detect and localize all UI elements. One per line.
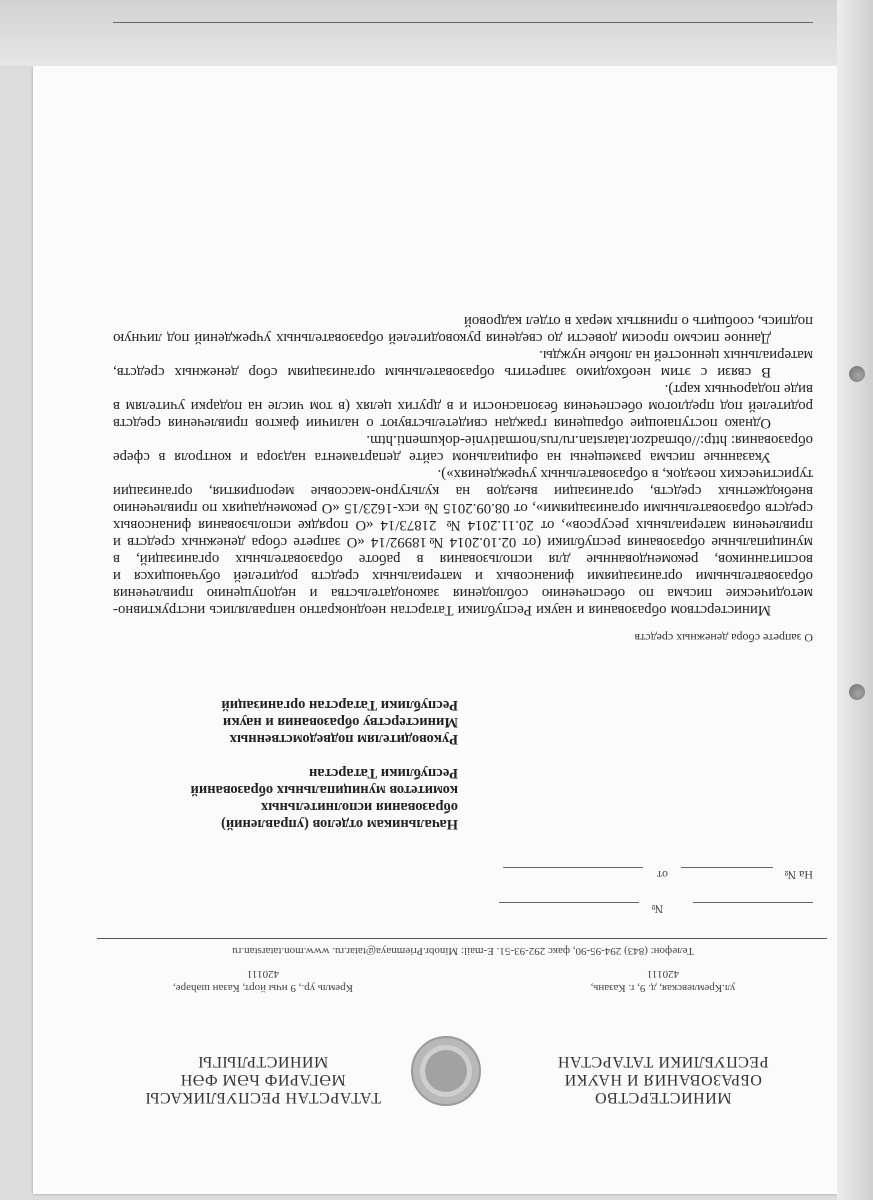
address-ru xyxy=(513,967,813,995)
address-line: Кремль ур., 9 нчы йорт, Казан шәһәре, xyxy=(172,982,354,994)
addressee-2 xyxy=(98,696,458,747)
body-paragraph: Данное письмо просим довести до сведения руководителей образовательных учреждений под личную подпись, сообщить о принятых мерах в отдел кадровой xyxy=(113,313,813,346)
addressee-line: Республики Татарстан xyxy=(309,765,458,781)
paper-bottom-edge xyxy=(0,0,873,66)
addressees-block xyxy=(98,679,458,832)
header-divider xyxy=(97,938,827,939)
contacts-line: Телефон: (843) 294-95-90, факс 292-93-51. E-mail: Minobr.Priemnaya@tatar.ru. www.mon.tatarstan.ru xyxy=(232,945,694,957)
letterhead-line: МИНИСТРЛЫГЫ xyxy=(197,1053,329,1070)
letter-body xyxy=(113,312,813,618)
letter-subject: О запрете сбора денежных средств xyxy=(634,631,813,645)
number-label: № xyxy=(651,902,663,916)
letterhead-ministry-ru xyxy=(513,1052,813,1106)
tatarstan-emblem-icon xyxy=(411,1036,481,1106)
reply-number-field xyxy=(681,867,773,868)
letterhead-line: РЕСПУБЛИКИ ТАТАРСТАН xyxy=(557,1053,769,1070)
body-paragraph: Министерством образования и науки Республики Татарстан неоднократно направлялись инструктивно-методические письма по обеспечению соблюдения законодательства и недопущению привлечения образовательными организациями финансовых и материальных средств родителей обучающихся и воспитанников, рекомендованные для использования в работе образовательных организаций, в муниципальные образования республики (от 02.10.2014 №18992/14 «О запрете сбора денежных средств и привлечения материальных ресурсов», от 20.11.2014 № 21873/14 «О порядке использования финансовых средств образовательными организациями», от 08.09.2015 № исх-1623/15 «О рекомендациях по привлечению внебюджетных средств, организации выездов на культурно-массовые мероприятия, организации туристических поездок, в образовательных учреждениях»). xyxy=(113,466,813,618)
body-paragraph: Однако поступающие обращения граждан свидетельствуют о наличии фактов привлечения средств родителей под предлогом обеспечения безопасности и в других целях (в том числе на подарки учителям в виде подарочных карт). xyxy=(113,381,813,431)
reply-number-label: На № xyxy=(784,868,813,882)
letterhead xyxy=(113,1036,813,1106)
body-paragraph: В связи с этим необходимо запретить образовательным организациям сбор денежных средств, материальных ценностей на любые нужды. xyxy=(113,347,813,380)
from-label: от xyxy=(656,868,668,882)
postal-code: 420111 xyxy=(646,968,680,980)
next-page-divider xyxy=(113,22,813,23)
reply-date-field xyxy=(503,867,643,868)
letterhead-line: МИНИСТЕРСТВО xyxy=(594,1089,732,1106)
letterhead-line: ОБРАЗОВАНИЯ И НАУКИ xyxy=(564,1071,762,1088)
postal-code: 420111 xyxy=(246,968,280,980)
outgoing-number-field xyxy=(499,902,639,903)
letterhead-ministry-tt xyxy=(113,1052,413,1106)
addressee-line: Начальникам отделов (управлений) xyxy=(221,816,458,832)
addressee-1 xyxy=(98,764,458,832)
letterhead-line: ТАТАРСТАН РЕСПУБЛИКАСЫ xyxy=(145,1089,381,1106)
addressee-line: Республики Татарстан организаций xyxy=(221,697,458,713)
address-line: ул.Кремлевская, д. 9, г. Казань, xyxy=(590,982,736,994)
letterhead-line: МӘГАРИФ ҺӘМ ФӘН xyxy=(180,1071,346,1088)
addressee-line: Руководителям подведомственных xyxy=(229,731,458,747)
punch-hole-icon xyxy=(849,366,865,382)
scanner-edge-strip xyxy=(837,0,873,1200)
body-paragraph: Указанные письма размещены на официальном сайте департамента надзора и контроля в сфере образования: http://obrnadzor.tatarstan.ru/rus/normativnie-dokumenti.htm. xyxy=(113,432,813,465)
addressee-line: образования исполнительных xyxy=(260,799,458,815)
addressee-line: Министерству образования и науки xyxy=(222,714,458,730)
emblem-figure xyxy=(425,1050,467,1092)
addressee-line: комитетов муниципальных образований xyxy=(190,782,458,798)
address-tt xyxy=(113,967,413,995)
punch-hole-icon xyxy=(849,684,865,700)
outgoing-date-field xyxy=(693,902,813,903)
